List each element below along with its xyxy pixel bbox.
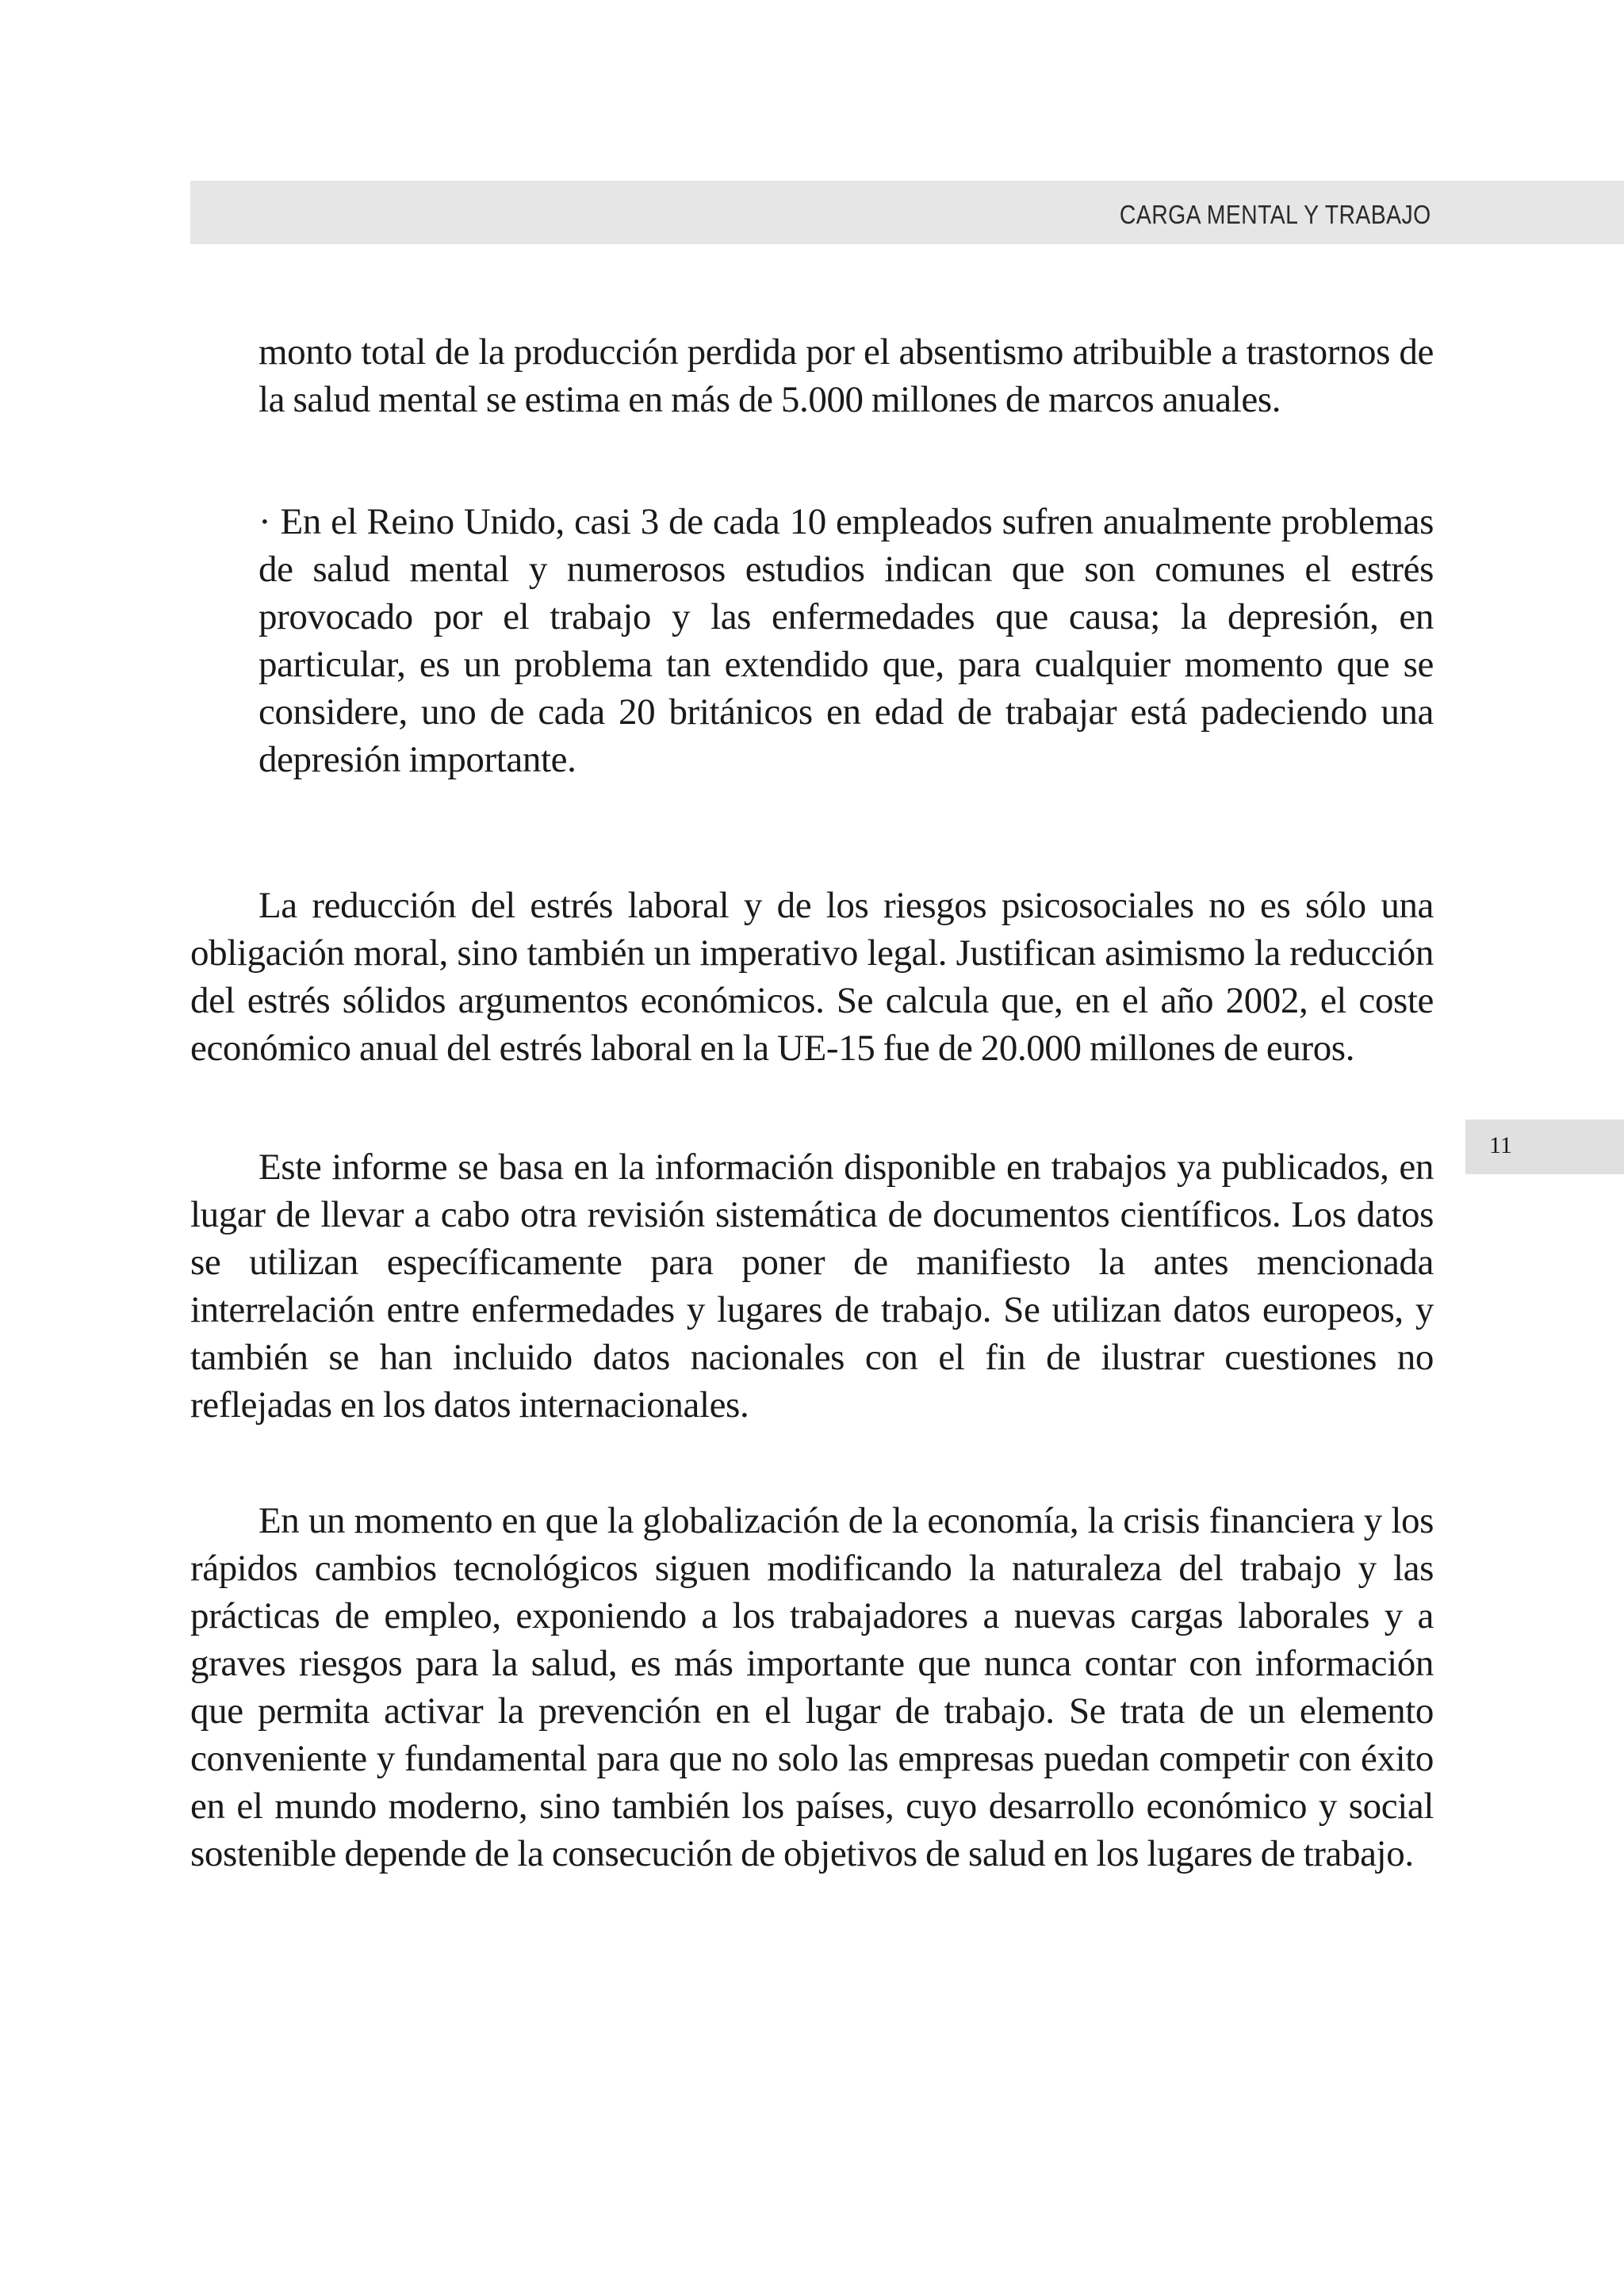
quote-paragraph-uk: · En el Reino Unido, casi 3 de cada 10 empleados sufren anualmente problemas de salud mental y numerosos estudios indican que son comunes el estrés provocado por el trabajo y las enfermedades que causa; la depresión, en particular, es un problema tan extendido que, para cualquier momento que se considere, uno de cada 20 británicos en edad de trabajar está padeciendo una depresión importante. bbox=[259, 501, 1434, 780]
running-header-title: CARGA MENTAL Y TRABAJO bbox=[1120, 200, 1431, 229]
quote-paragraph-continuation: monto total de la producción perdida por el absentismo atribuible a trastornos de la salud mental se estima en más de 5.000 millones de marcos anuales. bbox=[259, 331, 1434, 420]
body-paragraph-globalization: En un momento en que la globalización de la economía, la crisis financiera y los rápidos cambios tecnológicos siguen modificando la naturaleza del trabajo y las prácticas de empleo, exponiendo a los trabajadores a nuevas cargas laborales y a graves riesgos para la salud, es más importante que nunca contar con información que permita activar la prevención en el lugar de trabajo. Se trata de un elemento conveniente y fundamental para que no solo las empresas puedan competir con éxito en el mundo moderno, sino también los países, cuyo desarrollo económico y social sostenible depende de la consecución de objetivos de salud en los lugares de trabajo. bbox=[190, 1500, 1434, 1874]
page-number: 11 bbox=[1489, 1132, 1512, 1158]
body-paragraph-stress-reduction: La reducción del estrés laboral y de los riesgos psicosociales no es sólo una obligación moral, sino también un imperativo legal. Justifican asimismo la reducción del estrés sólidos argumentos económicos. Se calcula que, en el año 2002, el coste económico anual del estrés laboral en la UE-15 fue de 20.000 millones de euros. bbox=[190, 885, 1434, 1069]
body-paragraph-report-basis: Este informe se basa en la información disponible en trabajos ya publicados, en lugar de llevar a cabo otra revisión sistemática de documentos científicos. Los datos se utilizan específicamente para poner de manifiesto la antes mencionada interrelación entre enfermedades y lugares de trabajo. Se utilizan datos europeos, y también se han incluido datos nacionales con el fin de ilustrar cuestiones no reflejadas en los datos internacionales. bbox=[190, 1146, 1434, 1426]
